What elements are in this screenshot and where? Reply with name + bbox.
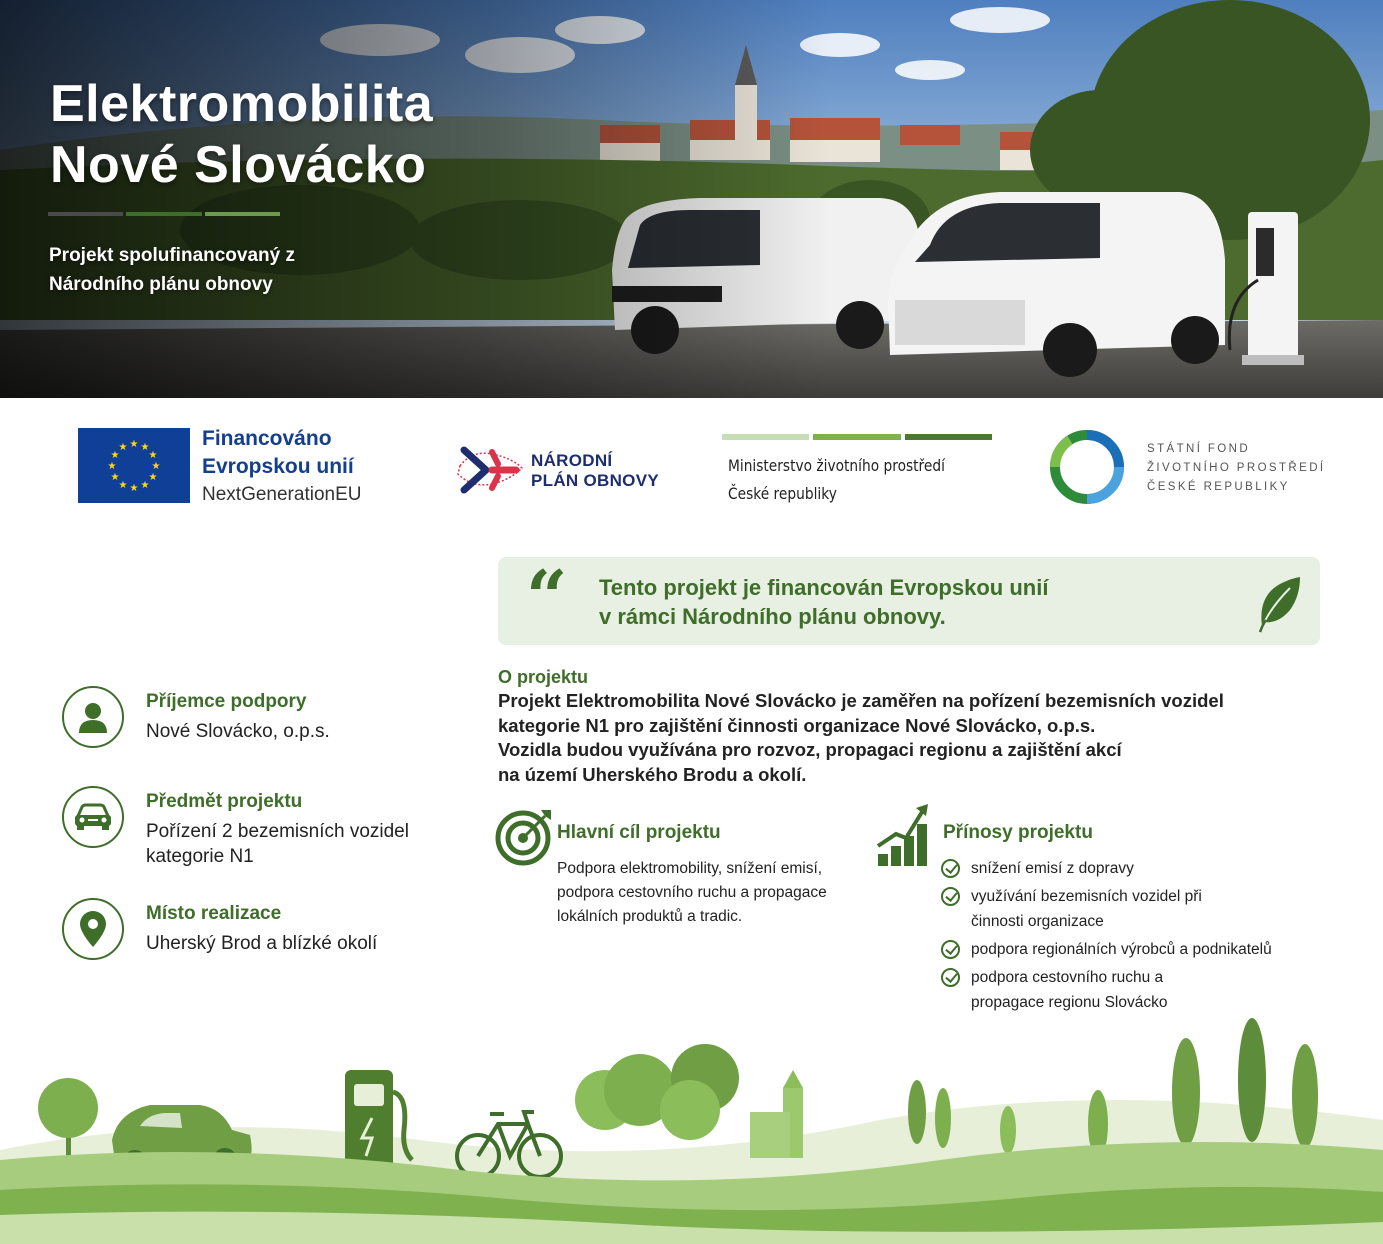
- benefits-title: Přínosy projektu: [943, 822, 1093, 843]
- benefits-list: [940, 856, 1340, 1018]
- location-title: Místo realizace: [146, 903, 282, 924]
- location-value: Uherský Brod a blízké okolí: [146, 933, 378, 954]
- hero-divider-segment: [126, 212, 201, 216]
- subject-title: Předmět projektu: [146, 791, 303, 812]
- goal-text: Podpora elektromobility, snížení emisí, podpora cestovního ruchu a propagace lokálních produktů a tradic.: [557, 860, 827, 925]
- about-line1: Projekt Elektromobilita Nové Slovácko je zaměřen na pořízení bezemisních vozidel: [498, 690, 1224, 711]
- svg-text:★: ★: [110, 472, 120, 483]
- leaf-icon: [1254, 574, 1304, 634]
- benefit-item: využívání bezemisních vozidel při činnosti organizace: [940, 884, 1240, 934]
- check-circle-icon: [941, 859, 960, 878]
- npo-logo-icon: [452, 440, 528, 502]
- about-title: O projektu: [498, 667, 589, 687]
- svg-text:★: ★: [151, 461, 161, 472]
- npo-line1: NÁRODNÍ: [531, 451, 613, 470]
- subject-value: Pořízení 2 bezemisních vozidel kategorie N1: [146, 821, 409, 867]
- svg-text:★: ★: [118, 442, 128, 453]
- svg-text:★: ★: [107, 461, 117, 472]
- mzp-line2: České republiky: [728, 484, 837, 503]
- hero-photo: [0, 0, 1383, 398]
- check-circle-icon: [941, 940, 960, 959]
- hero-divider-segment: [48, 212, 123, 216]
- quote-line1: Tento projekt je financován Evropskou unií: [599, 575, 1049, 600]
- benefit-item: podpora regionálních výrobců a podnikatelů: [940, 937, 1340, 962]
- hero-subtitle-line2: Národního plánu obnovy: [49, 274, 273, 295]
- target-icon: [495, 806, 555, 866]
- quote-mark-icon: “: [526, 554, 568, 639]
- info-location: [62, 898, 462, 968]
- mzp-logo-text: [728, 452, 945, 508]
- recipient-value: Nové Slovácko, o.p.s.: [146, 721, 330, 742]
- person-icon: [62, 686, 124, 748]
- info-subject: [62, 786, 462, 866]
- benefit-item: podpora cestovního ruchu a propagace regionu Slovácko: [940, 965, 1240, 1015]
- recipient-title: Příjemce podpory: [146, 691, 307, 712]
- hero-divider-segment: [205, 212, 280, 216]
- hero-title-line1: Elektromobilita: [50, 75, 434, 133]
- svg-text:★: ★: [148, 450, 158, 461]
- info-recipient: [62, 686, 462, 756]
- about-line3: Vozidla budou využívána pro rozvoz, propagaci regionu a zajištění akcí: [498, 739, 1122, 760]
- mzp-line1: Ministerstvo životního prostředí: [728, 456, 945, 475]
- sfzp-line2: ŽIVOTNÍHO PROSTŘEDÍ: [1147, 462, 1326, 474]
- quote-text: [599, 573, 1048, 631]
- mzp-bar: [722, 434, 809, 440]
- svg-text:★: ★: [140, 442, 150, 453]
- eu-line1: Financováno: [202, 427, 332, 450]
- svg-text:★: ★: [118, 480, 128, 491]
- hero-title-line2: Nové Slovácko: [50, 136, 427, 194]
- logo-strip: [0, 398, 1383, 528]
- hero-subtitle-line1: Projekt spolufinancovaný z: [49, 245, 295, 266]
- eu-flag-icon: [78, 428, 190, 503]
- about-line2: kategorie N1 pro zajištění činnosti organizace Nové Slovácko, o.p.s.: [498, 714, 1096, 736]
- mzp-bar: [813, 434, 900, 440]
- svg-text:★: ★: [148, 472, 158, 483]
- npo-logo-text: [531, 451, 659, 491]
- location-pin-icon: [62, 898, 124, 960]
- mzp-logo-bars: [722, 434, 992, 440]
- svg-text:★: ★: [129, 439, 139, 450]
- sfzp-logo-icon: [1050, 430, 1124, 504]
- landscape-illustration: [0, 1000, 1383, 1244]
- hero-subtitle: [49, 241, 295, 299]
- sfzp-logo-text: [1147, 440, 1326, 497]
- quote-banner: [498, 554, 1320, 645]
- eu-funding-text: [202, 425, 361, 509]
- svg-text:★: ★: [140, 480, 150, 491]
- check-circle-icon: [941, 887, 960, 906]
- mzp-bar: [905, 434, 992, 440]
- eu-line2: Evropskou unií: [202, 455, 354, 478]
- npo-line2: PLÁN OBNOVY: [531, 471, 659, 490]
- svg-text:★: ★: [129, 483, 139, 494]
- benefit-item: snížení emisí z dopravy: [940, 856, 1340, 881]
- about-line4: na území Uherského Brodu a okolí.: [498, 763, 807, 785]
- hero-title: [50, 74, 433, 196]
- check-circle-icon: [941, 968, 960, 987]
- quote-line2: v rámci Národního plánu obnovy.: [599, 604, 946, 629]
- about-text: [498, 689, 1358, 787]
- growth-chart-icon: [876, 802, 932, 868]
- sfzp-line1: STÁTNÍ FOND: [1147, 443, 1251, 455]
- car-icon: [62, 786, 124, 848]
- goal-title: Hlavní cíl projektu: [557, 822, 721, 843]
- hero-banner: [0, 0, 1383, 398]
- hero-divider: [48, 212, 280, 216]
- eu-line3: NextGenerationEU: [202, 484, 362, 505]
- sfzp-line3: ČESKÉ REPUBLIKY: [1147, 481, 1290, 493]
- svg-text:★: ★: [110, 450, 120, 461]
